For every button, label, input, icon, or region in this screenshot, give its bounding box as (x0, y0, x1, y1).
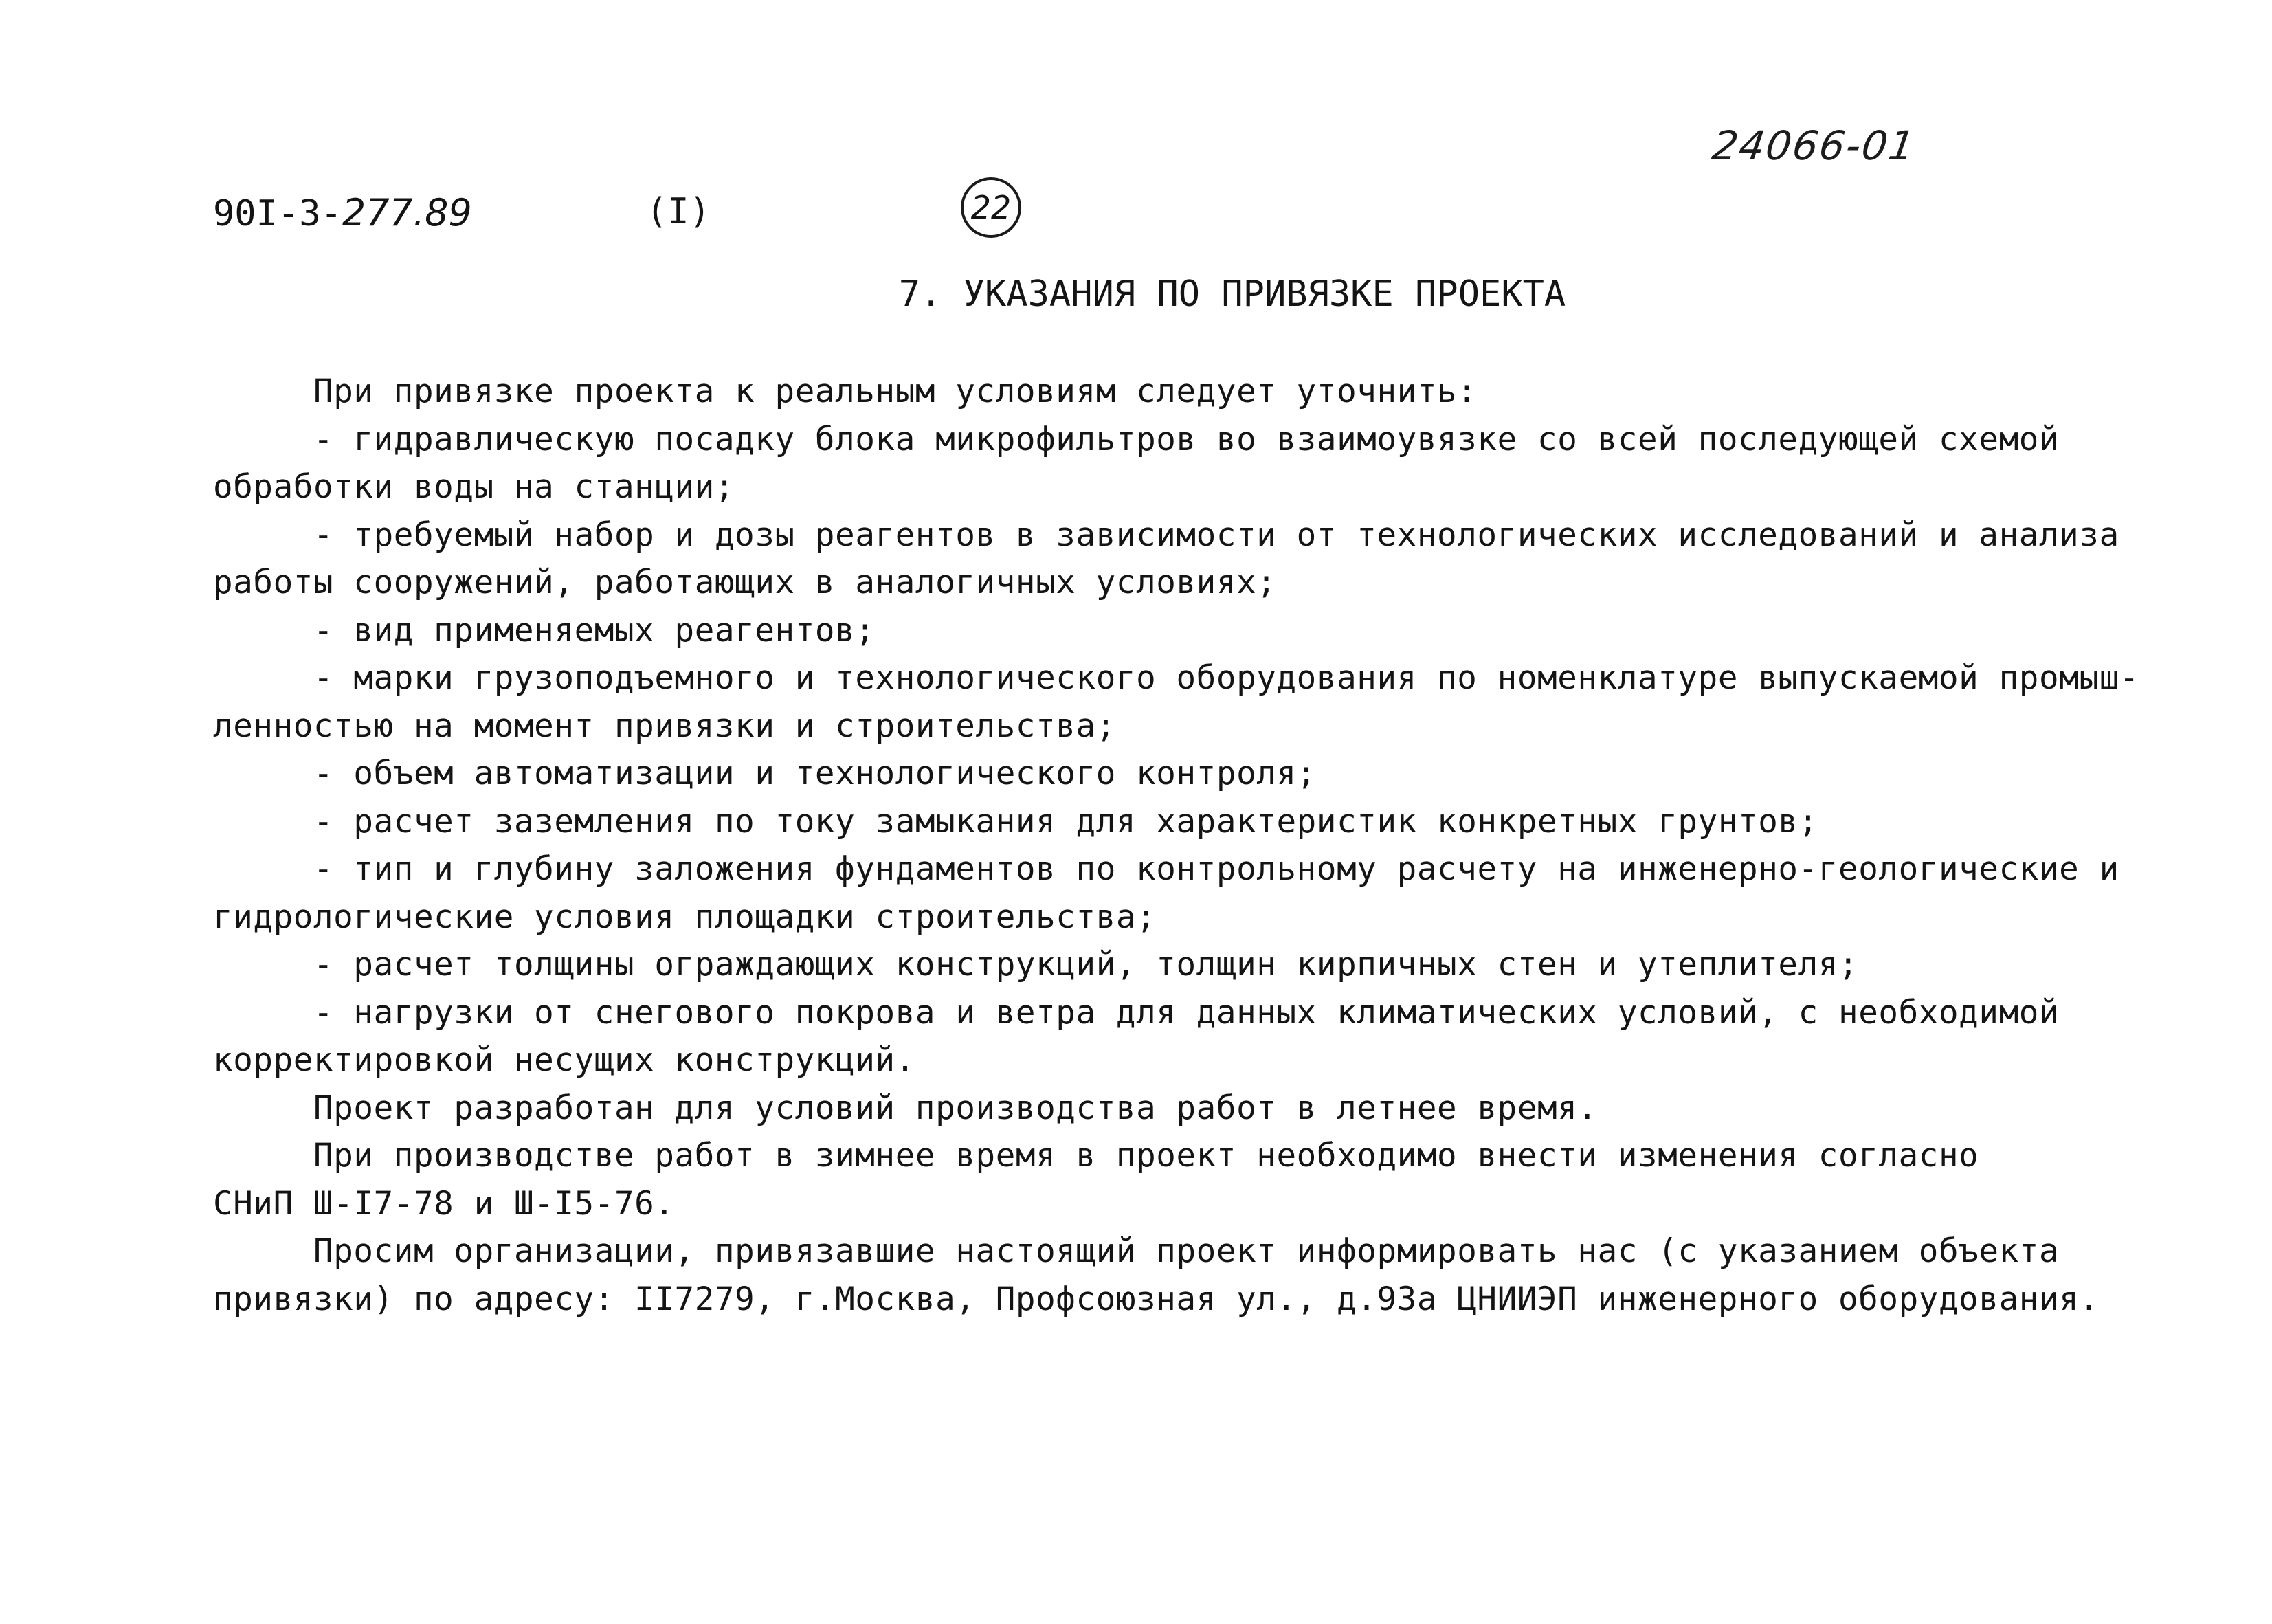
intro-line: При привязке проекта к реальным условиям следует уточнить: (313, 372, 1478, 410)
item-reagent-type: - вид применяемых реагентов; (313, 611, 876, 649)
document-header (213, 191, 1106, 246)
volume-number: (I) (646, 191, 711, 232)
item-reagents-line-2: работы сооружений, работающих в аналогичных условиях; (213, 564, 1277, 601)
body-text (213, 368, 2139, 1323)
page-number-stamp: 22 (961, 177, 1021, 238)
document-code (213, 191, 472, 234)
item-hydraulic-line-1: - гидравлическую посадку блока микрофильтров во взаимоувязке со всей последующей схемой (313, 420, 2060, 458)
contact-line-1: Просим организации, привязавшие настоящий проект информировать нас (с указанием объекта (313, 1232, 2060, 1270)
item-walls: - расчет толщины ограждающих конструкций, толщин кирпичных стен и утеплителя; (313, 946, 1859, 983)
item-reagents-line-1: - требуемый набор и дозы реагентов в зависимости от технологических исследований и анализа (313, 515, 2119, 554)
item-loads-line-2: корректировкой несущих конструкций. (213, 1041, 915, 1079)
summer-conditions-line: Проект разработан для условий производства работ в летнее время. (313, 1089, 1598, 1127)
contact-line-2: привязки) по адресу: II7279, г.Москва, Профсоюзная ул., д.93а ЦНИИЭП инженерного оборудования. (213, 1280, 2100, 1318)
item-loads-line-1: - нагрузки от снегового покрова и ветра для данных климатических условий, с необходимой (313, 993, 2060, 1032)
item-foundations-line-1: - тип и глубину заложения фундаментов по контрольному расчету на инженерно-геологические и (313, 850, 2119, 888)
archive-number: 24066-01 (1709, 122, 1919, 169)
document-code-handwritten: 277.89 (342, 191, 472, 234)
item-grounding: - расчет заземления по току замыкания для характеристик конкретных грунтов; (313, 802, 1818, 841)
item-foundations-line-2: гидрологические условия площадки строительства; (213, 898, 1157, 936)
winter-conditions-line-1: При производстве работ в зимнее время в проект необходимо внести изменения согласно (313, 1137, 1979, 1175)
item-equipment-line-1: - марки грузоподъемного и технологического оборудования по номенклатуре выпускаемой промыш- (313, 659, 2139, 697)
item-automation: - объем автоматизации и технологического контроля; (313, 755, 1317, 792)
section-title: 7. УКАЗАНИЯ ПО ПРИВЯЗКЕ ПРОЕКТА (898, 274, 1566, 315)
item-equipment-line-2: ленностью на момент привязки и строительства; (213, 707, 1116, 745)
winter-conditions-line-2: СНиП Ш-I7-78 и Ш-I5-76. (213, 1184, 675, 1223)
document-code-prefix: 90I-3- (213, 193, 342, 234)
item-hydraulic-line-2: обработки воды на станции; (213, 468, 735, 506)
